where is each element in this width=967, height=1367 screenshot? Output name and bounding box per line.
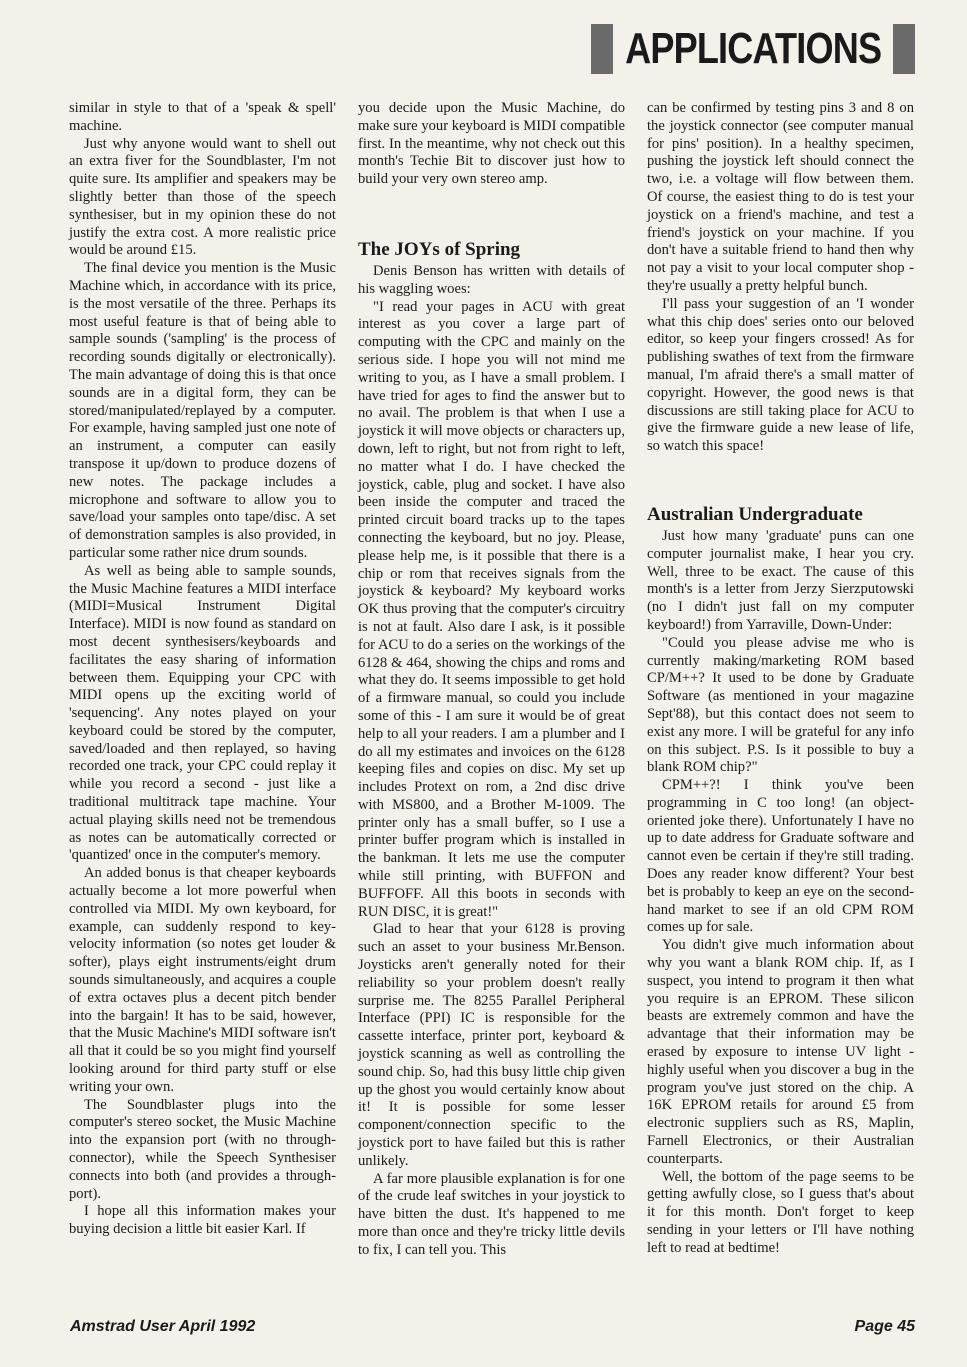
publication-footer: Amstrad User April 1992: [70, 1318, 256, 1335]
paragraph: I hope all this information makes your buying decision a little bit easier Karl. If: [69, 1203, 336, 1238]
paragraph: Just how many 'graduate' puns can one computer journalist make, I hear you cry. Well, three to be exact. The cause of this month's is a letter from Jerzy Sierzputowski (no I didn't just fall on my computer keyboard!) from Yarraville, Down-Under:: [647, 527, 914, 633]
paragraph: "I read your pages in ACU with great interest as you cover a large part of computing with the CPC and mainly on the serious side. I hope you will not mind me writing to you, as I have a small problem. I have tried for ages to find the answer but to no avail. The problem is that when I use a joystick it will move objects or characters up, down, left to right, but not from right to left, no matter what I do. I have checked the joystick, cable, plug and socket. I have also been inside the computer and traced the printed circuit board tracks up to the tapes connecting the keyboard, but no joy. Please, please help me, is it possible that there is a chip or rom that receives signals from the joystick & keyboard? My keyboard works OK thus proving that the computer's circuitry is not at fault. Also dare I ask, is it possible for ACU to do a series on the workings of the 6128 & 464, showing the chips and roms and what they do. It seems impossible to get hold of a firmware manual, so could you include some of this - I am sure it would be of great help to all your readers. I am a plumber and I do all my estimates and invoices on the 6128 keeping files and copies on disc. My set up includes Protext on rom, a 2nd disc drive with MS800, and a Brother M-1009. The printer only has a small buffer, so I use a printer buffer program which is installed in the bankman. It lets me use the computer while still printing, with BUFFON and BUFFOFF. All this boots in seconds with RUN DISC, it is great!": [358, 298, 625, 920]
paragraph: "Could you please advise me who is currently making/marketing ROM based CP/M++? It used to be done by Graduate Software (as mentioned in your magazine Sept'88), but this contact does not seem to exist any more. I will be grateful for any info on this subject. P.S. Is it possible to buy a blank ROM chip?": [647, 634, 914, 776]
paragraph: Denis Benson has written with details of his waggling woes:: [358, 262, 625, 297]
section-heading-joys-of-spring: The JOYs of Spring: [358, 238, 521, 260]
paragraph: The final device you mention is the Music Machine which, in accordance with its price, is the most versatile of the three. Perhaps its most useful feature is that of being able to sample sounds ('sampling' is the process of recording sounds digitally or electronically). The main advantage of doing this is that once sounds are in a digital form, they can be stored/manipulated/replayed by a computer. For example, having sampled just one note of an instrument, a computer can easily transpose it up/down to produce dozens of new notes. The package includes a microphone and software to allow you to save/load your samples onto tape/disc. A set of demonstration samples is also provided, in particular some rather nice drum sounds.: [69, 260, 336, 561]
section-title: APPLICATIONS: [624, 24, 881, 73]
article-column-2: [358, 100, 625, 1260]
section-banner: [591, 22, 915, 76]
paragraph: can be confirmed by testing pins 3 and 8 on the joystick connector (see computer manual for pins' position). In a healthy specimen, pushing the joystick left should connect the two, i.e. a voltage will flow between them. Of course, the easiest thing to do is test your joystick on a friend's machine, and test a friend's joystick on your machine. If you don't have a suitable friend to hand then why not pay a visit to your local computer shop - they're usually a pretty helpful bunch.: [647, 100, 914, 294]
paragraph: Glad to hear that your 6128 is proving such an asset to your business Mr.Benson. Joysticks aren't generally noted for their reliability so your problem doesn't really surprise me. The 8255 Parallel Peripheral Interface (PPI) IC is responsible for the cassette interface, printer port, keyboard & joystick scanning as well as controlling the sound chip. So, had this busy little chip given up the ghost you would certainly know about it! It is possible for some lesser component/connection specific to the joystick port to have failed but this is rather unlikely.: [358, 921, 625, 1169]
paragraph: Just why anyone would want to shell out an extra fiver for the Soundblaster, I'm not quite sure. Its amplifier and speakers may be slightly better than those of the speech synthesiser, but in my opinion these do not justify the extra cost. A more realistic price would be around £15.: [69, 135, 336, 259]
paragraph: The Soundblaster plugs into the computer's stereo socket, the Music Machine into the expansion port (with no through-connector), while the Speech Synthesiser connects into both (and provides a through-port).: [69, 1096, 336, 1202]
banner-left-bar: [591, 24, 613, 74]
section-heading-australian-undergraduate: Australian Undergraduate: [647, 503, 863, 525]
paragraph: Well, the bottom of the page seems to be getting awfully close, so I guess that's about it for this month. Don't forget to keep sending in your letters or I'll have nothing left to read at bedtime!: [647, 1168, 914, 1256]
paragraph: You didn't give much information about why you want a blank ROM chip. If, as I suspect, you intend to program it then what you require is an EPROM. These silicon beasts are extremely common and have the advantage that their information may be erased by exposure to intense UV light - highly useful when you discover a bug in the program you've just stored on the chip. A 16K EPROM retails for around £5 from electronic suppliers such as RS, Maplin, Farnell Electronics, or their Australian counterparts.: [647, 937, 914, 1167]
article-column-1: [69, 100, 336, 1239]
page-number: Page 45: [854, 1318, 915, 1335]
paragraph: A far more plausible explanation is for one of the crude leaf switches in your joystick to have bitten the dust. It's happened to me more than once and they're tricky little devils to fix, I can tell you. This: [358, 1170, 625, 1258]
paragraph: similar in style to that of a 'speak & spell' machine.: [69, 100, 336, 134]
paragraph: I'll pass your suggestion of an 'I wonder what this chip does' series onto our beloved editor, so keep your fingers crossed! As for publishing swathes of text from the firmware manual, I'm afraid there's a small matter of copyright. However, the good news is that discussions are still taking place for ACU to give the firmware guide a new lease of life, so watch this space!: [647, 295, 914, 455]
paragraph: CPM++?! I think you've been programming in C too long! (an object-oriented joke there). Unfortunately I have no up to date address for Graduate software and cannot even be certain if they're still trading. Does any reader know different? Your best bet is probably to keep an eye on the second-hand market to see if an old CPM ROM comes up for sale.: [647, 777, 914, 936]
paragraph: As well as being able to sample sounds, the Music Machine features a MIDI interface (MIDI=Musical Instrument Digital Interface). MIDI is now found as standard on most decent synthesisers/keyboards and facilitates the easy sharing of information between them. Equipping your CPC with MIDI opens up the exciting world of 'sequencing'. Any notes played on your keyboard could be stored by the computer, saved/loaded and then replayed, so having recorded one track, your CPC could replay it while you record a second - just like a traditional multitrack tape machine. Your actual playing skills need not be tremendous as notes can be automatically corrected or 'quantized' once in the computer's memory.: [69, 562, 336, 864]
banner-right-bar: [893, 24, 915, 74]
paragraph: An added bonus is that cheaper keyboards actually become a lot more powerful when controlled via MIDI. My own keyboard, for example, can suddenly respond to key-velocity information (so notes get louder & softer), plays eight instruments/eight drum sounds simultaneously, and acquires a couple of extra octaves plus a decent pitch bender into the bargain! It has to be said, however, that the Music Machine's MIDI software isn't all that it could be so you might find yourself looking around for third party stuff or else writing your own.: [69, 865, 336, 1095]
article-column-3: [647, 100, 914, 1258]
paragraph: you decide upon the Music Machine, do make sure your keyboard is MIDI compatible first. In the meantime, why not check out this month's Techie Bit to discover just how to build your very own stereo amp.: [358, 100, 625, 188]
